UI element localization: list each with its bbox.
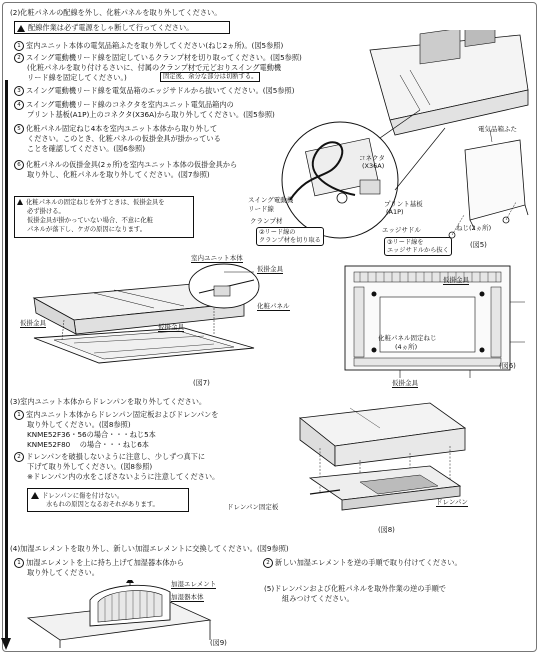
- step3-1-line3: KNME52F36・56の場合・・・ねじ5本: [27, 430, 156, 439]
- section5-line2: 組みつけてください。: [282, 594, 354, 603]
- step3-2-line2: 下げて取り外してください。(図8参照): [27, 462, 153, 471]
- drain-pan-label: ドレンパン: [436, 498, 468, 506]
- step2-6-line1: 6 化粧パネルの仮掛金具(2ヵ所)を室内ユニット本体の仮掛金具から: [14, 160, 237, 170]
- step3-1-line2: 取り外してください。(図8参照): [27, 420, 131, 429]
- figure9-drawing: [20, 580, 220, 648]
- figure7-label: (図7): [193, 379, 210, 387]
- section2-heading: (2)化粧パネルの配線を外し、化粧パネルを取り外してください。: [10, 8, 222, 17]
- drain-caution-box: ドレンパンに傷を付けない。 水もれの原因となるおそれがあります。: [27, 488, 189, 512]
- power-warning-text: 配線作業は必ず電源をしゃ断して行ってください。: [28, 23, 194, 32]
- step2-4-line2: プリント基板(A1P)上のコネクタ(X36A)から取り外してください。(図5参照): [27, 110, 275, 119]
- figure8-label: (図8): [378, 526, 395, 534]
- fig9-element-label: 加湿エレメント: [171, 580, 217, 588]
- step2-2-line1: 2 スイング電動機リード線を固定しているクランプ材を切り取ってください。(図5参照): [14, 53, 302, 63]
- screws-label: ねじ(2ヵ所): [456, 224, 492, 232]
- step4-1-line1: 1 加湿エレメントを上に持ち上げて加湿器本体から: [14, 558, 184, 568]
- figure7-drawing: [14, 258, 306, 376]
- swing-motor-lead-label2: リード線: [248, 205, 274, 213]
- step2-6-line2: 取り外し、化粧パネルを取り外してください。(図7参照): [27, 170, 210, 179]
- step2-3: 3 スイング電動機リード線を電気品箱のエッジサドルから抜いてください。(図5参照): [14, 86, 295, 96]
- connector-label: コネクタ: [359, 154, 385, 162]
- fig6-panel-screw-count: (4ヵ所): [395, 343, 418, 351]
- drain-plate-label: ドレンパン固定板: [227, 503, 279, 511]
- pcb-code: (A1P): [386, 208, 404, 216]
- section3-heading: (3)室内ユニット本体からドレンパンを取り外してください。: [10, 397, 207, 406]
- electrical-box-cover-label: 電気品箱ふた: [478, 125, 517, 133]
- fig7-hanger-top-label: 仮掛金具: [257, 265, 283, 273]
- panel-caution-box: 化粧パネルの固定ねじを外すときは、仮掛金具を 必ず掛ける。 仮掛金具が掛かっていない場合、不意に化粧 パネルが落下し、ケガの原因になります。: [14, 196, 194, 238]
- step2-5-line1: 5 化粧パネル固定ねじ4本を室内ユニット本体から取り外して: [14, 124, 217, 134]
- fig7-hanger-left-label: 仮掛金具: [20, 319, 46, 327]
- figure6-label: (図6): [499, 362, 516, 370]
- step3-1-line4: KNME52F80 の場合・・・ねじ6本: [27, 440, 149, 449]
- figure5-label: (図5): [470, 241, 487, 249]
- step2-1: 1 室内ユニット本体の電気品箱ふたを取り外してください(ねじ2ヵ所)。(図5参照): [14, 41, 283, 51]
- step2-5-line2: ください。このとき、化粧パネルの仮掛金具が掛かっている: [27, 134, 221, 143]
- step4-2: 2 新しい加湿エレメントを逆の手順で取り付けてください。: [263, 558, 462, 568]
- edge-saddle-label: エッジサドル: [382, 226, 421, 234]
- clamp-step-callout: ②リード線の クランプ材を切り取る: [256, 227, 324, 246]
- step3-2-line1: 2 ドレンパンを破損しないように注意し、少しずつ真下に: [14, 452, 205, 462]
- figure8-drawing: [280, 398, 480, 528]
- fig7-panel-label: 化粧パネル: [257, 302, 290, 310]
- step2-2-note: 固定後、余分な部分は切断する。: [160, 72, 260, 82]
- power-warning-box: [14, 21, 230, 34]
- connector-code: (X36A): [362, 162, 385, 170]
- clamp-label: クランプ材: [250, 217, 283, 225]
- edge-step-callout: ③リード線を エッジサドルから抜く: [384, 237, 452, 256]
- step3-2-line3: ※ドレンパン内の水をこぼさないように注意してください。: [27, 472, 220, 481]
- flow-arrow-shaft: [5, 80, 8, 640]
- step2-2-line3: リード線を固定してください。): [27, 73, 127, 82]
- caution-icon: [17, 199, 23, 205]
- step2-5-line3: ことを確認してください。(図6参照): [27, 144, 145, 153]
- warning-icon: [17, 25, 25, 32]
- fig6-hanger-bottom-label: 仮掛金具: [392, 379, 418, 387]
- fig6-panel-screw-label: 化粧パネル固定ねじ: [378, 334, 437, 342]
- flow-arrow-head-icon: [1, 638, 11, 650]
- drain-caution-icon: [31, 492, 39, 499]
- step2-2-line2: (化粧パネルを取り付けるさいに、付属のクランプ材で元どおりスイング電動機: [27, 63, 282, 72]
- step4-1-line2: 取り外してください。: [27, 568, 99, 577]
- fig6-hanger-label: 仮掛金具: [443, 276, 469, 284]
- swing-motor-lead-label: スイング電動機: [248, 196, 294, 204]
- section4-heading: (4)加湿エレメントを取り外し、新しい加湿エレメントに交換してください。(図9参照): [10, 544, 289, 553]
- section5-line1: (5)ドレンパンおよび化粧パネルを取外作業の逆の手順で: [264, 584, 446, 593]
- fig7-unit-body-label: 室内ユニット本体: [191, 254, 243, 262]
- fig7-hanger-mid-label: 仮掛金具: [158, 323, 184, 331]
- figure9-label: (図9): [210, 639, 227, 647]
- step3-1-line1: 1 室内ユニット本体からドレンパン固定板およびドレンパンを: [14, 410, 218, 420]
- step2-4-line1: 4 スイング電動機リード線のコネクタを室内ユニット電気品箱内の: [14, 100, 234, 110]
- fig9-humidifier-label: 加湿器本体: [171, 593, 204, 601]
- pcb-label: プリント基板: [384, 200, 423, 208]
